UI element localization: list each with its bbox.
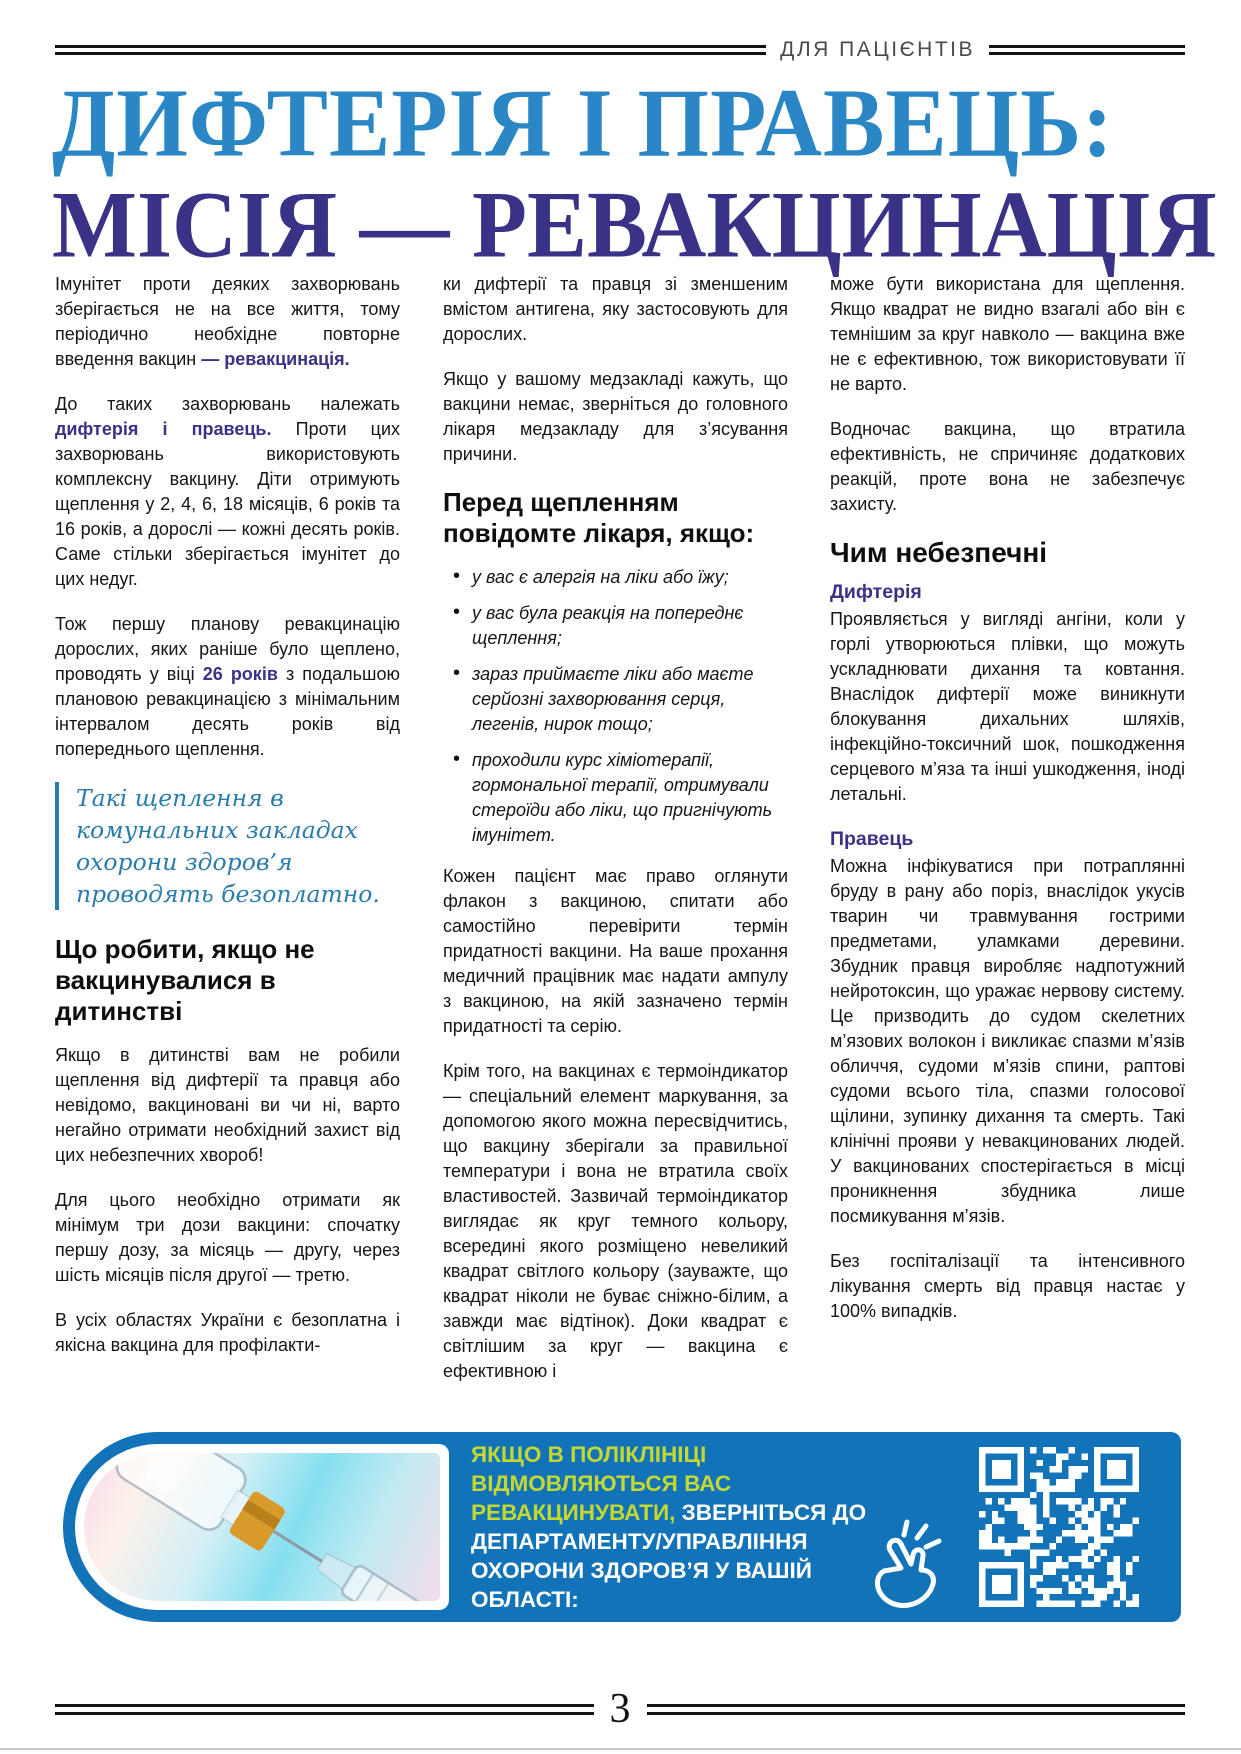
subsection-heading-tetanus: Правець [830, 828, 914, 850]
accent-text: дифтерія і правець. [55, 419, 272, 439]
accent-text: — ревакцинація. [201, 349, 350, 369]
paragraph-text: Проти цих захворювань використовують комплексну вакцину. Діти отримують щеплення у 2, 4, 6, 18 місяців, 6 років та 16 років, а дорослі — кожні десять років. Саме стільки зберігається імунітет до цих недуг. [55, 419, 401, 589]
column-2 [443, 272, 788, 1404]
page-kicker: ДЛЯ ПАЦІЄНТІВ [780, 38, 975, 61]
paragraph-text: з подальшою плановою ревакцинацією з мінімальним інтервалом десять років від попереднього щеплення. [55, 664, 400, 759]
info-banner [63, 1432, 1181, 1622]
bullet-item: • у вас є алергія на ліки або їжу; [451, 565, 788, 590]
column-1 [55, 272, 400, 1378]
article-title-line1: ДИФТЕРІЯ І ПРАВЕЦЬ: [52, 68, 1114, 177]
kicker-row [55, 38, 1185, 62]
paragraph [55, 272, 400, 372]
vaccine-photo [84, 1453, 440, 1601]
page-edge-line [0, 1748, 1241, 1750]
section-heading-before-vaccination: Перед щепленням повідомте лікаря, якщо: [443, 487, 755, 548]
hand-click-icon [863, 1514, 961, 1612]
banner-rest-text: ЗВЕРНІТЬСЯ ДО ДЕПАРТАМЕНТУ/УПРАВЛІННЯ ОХОРОНИ ЗДОРОВ’Я У ВАШІЙ ОБЛАСТІ: [471, 1500, 867, 1612]
paragraph [55, 392, 400, 592]
paragraph: Без госпіталізації та інтенсивного лікування смерть від правця настає у 100% випадків. [830, 1251, 1185, 1321]
paragraph: може бути використана для щеплення. Якщо квадрат не видно взагалі або він є темнішим за круг навколо — вакцина вже не є ефективною, тож використовувати її не варто. [830, 274, 1185, 394]
footer-rule-left [55, 1704, 594, 1715]
page-number: 3 [609, 1686, 631, 1732]
article-title-line2: МІСІЯ — РЕВАКЦИНАЦІЯ [52, 172, 1217, 278]
footer [55, 1688, 1185, 1730]
footer-rule-right [647, 1704, 1186, 1715]
paragraph: Проявляється у вигляді ангіни, коли у горлі утворюються плівки, що можуть ускладнювати дихання та ковтання. Внаслідок дифтерії може виникнути блокування дихальних шляхів, інфекційно-токсичний шок, пошкодження серцевого м’яза та інші ушкодження, іноді летальні. [830, 609, 1185, 804]
kicker-rule-right [989, 45, 1185, 55]
bullet-item: • проходили курс хіміотерапії, гормональної терапії, отримували стероїди або ліки, що пригнічують імунітет. [451, 748, 788, 848]
section-heading-what-to-do: Що робити, якщо не вакцинувалися в дитинстві [55, 934, 315, 1026]
paragraph: Можна інфікуватися при потраплянні бруду в рану або поріз, внаслідок укусів тварин чи травмування гострими предметами, уламками деревини. Збудник правця виробляє надпотужний нейротоксин, що уражає нервову систему. Це призводить до судом скелетних м’язових волокон і викликає спазми м’язів обличчя, судоми м’язів спини, раптові судоми всього тіла, спазми голосової щілини, зупинку дихання та смерть. Такі клінічні прояви у невакцинованих людей. У вакцинованих спостерігається в місці проникнення збудника лише посмикування м’язів. [830, 856, 1185, 1226]
subsection-heading-diphtheria: Дифтерія [830, 581, 922, 603]
bullet-item: • у вас була реакція на попереднє щеплення; [451, 601, 788, 651]
bullet-item: • зараз приймаєте ліки або маєте серйозні захворювання серця, легенів, нирок тощо; [451, 662, 788, 737]
column-3 [830, 272, 1185, 1344]
paragraph [55, 612, 400, 762]
paragraph: Водночас вакцина, що втратила ефективність, не спричиняє додаткових реакцій, проте вона не забезпечує захисту. [830, 419, 1185, 514]
paragraph: Якщо в дитинстві вам не робили щеплення від дифтерії та правця або невідомо, вакциновані ви чи ні, варто негайно отримати необхідний захист від цих небезпечних хвороб! [55, 1045, 400, 1165]
banner-accent-text: ЯКЩО В ПОЛІКЛІНІЦІ ВІДМОВЛЯЮТЬСЯ ВАС РЕВАКЦИНУВАТИ, [471, 1442, 732, 1525]
paragraph: Для цього необхідно отримати як мінімум три дози вакцини: спочатку першу дозу, за місяць — другу, через шість місяців після другої — третю. [55, 1190, 400, 1285]
paragraph-text: Імунітет проти деяких захворювань зберігається не на все життя, тому періодично необхідне повторне введення вакцин [55, 274, 400, 369]
section-heading-dangers: Чим небезпечні [830, 537, 1048, 568]
paragraph-text: До таких захворювань належать [55, 394, 400, 414]
paragraph: ки дифтерії та правця зі зменшеним вмістом антигена, яку застосовують для дорослих. [443, 274, 788, 344]
vaccine-photo-frame [75, 1444, 449, 1610]
paragraph: Якщо у вашому медзакладі кажуть, що вакцини немає, зверніться до головного лікаря медзакладу для з’ясування причини. [443, 369, 788, 464]
accent-text: 26 років [202, 664, 278, 684]
paragraph: В усіх областях України є безоплатна і якісна вакцина для профілакти- [55, 1310, 400, 1355]
qr-code [979, 1447, 1139, 1607]
pull-quote: Такі щеплення в комунальних закладах охорони здоров’я проводять безоплатно. [55, 782, 400, 910]
syringe-illustration [84, 1453, 440, 1601]
banner-text [471, 1440, 873, 1614]
kicker-rule-left [55, 45, 766, 55]
paragraph: Кожен пацієнт має право оглянути флакон з вакциною, спитати або самостійно перевірити термін придатності вакцини. На ваше прохання медичний працівник має надати ампулу з вакциною, на якій зазначено термін придатності та серію. [443, 866, 788, 1036]
bullet-list [451, 565, 788, 848]
article-title [52, 68, 1217, 278]
paragraph-text: Тож першу планову ревакцинацію дорослих, яких раніше було щеплено, проводять у віці [55, 614, 400, 684]
paragraph: Крім того, на вакцинах є термоіндикатор — спеціальний елемент маркування, за допомогою якого можна пересвідчитись, що вакцину зберігали за правильної температури і вона не втратила своїх властивостей. Зазвичай термоіндикатор виглядає як круг темного кольору, всередині якого розміщено невеликий квадрат світлого кольору (зауважте, що квадрат ніколи не буває сніжно-білим, а завжди має відтінок). Доки квадрат є світлішим за круг — вакцина є ефективною і [443, 1061, 788, 1381]
